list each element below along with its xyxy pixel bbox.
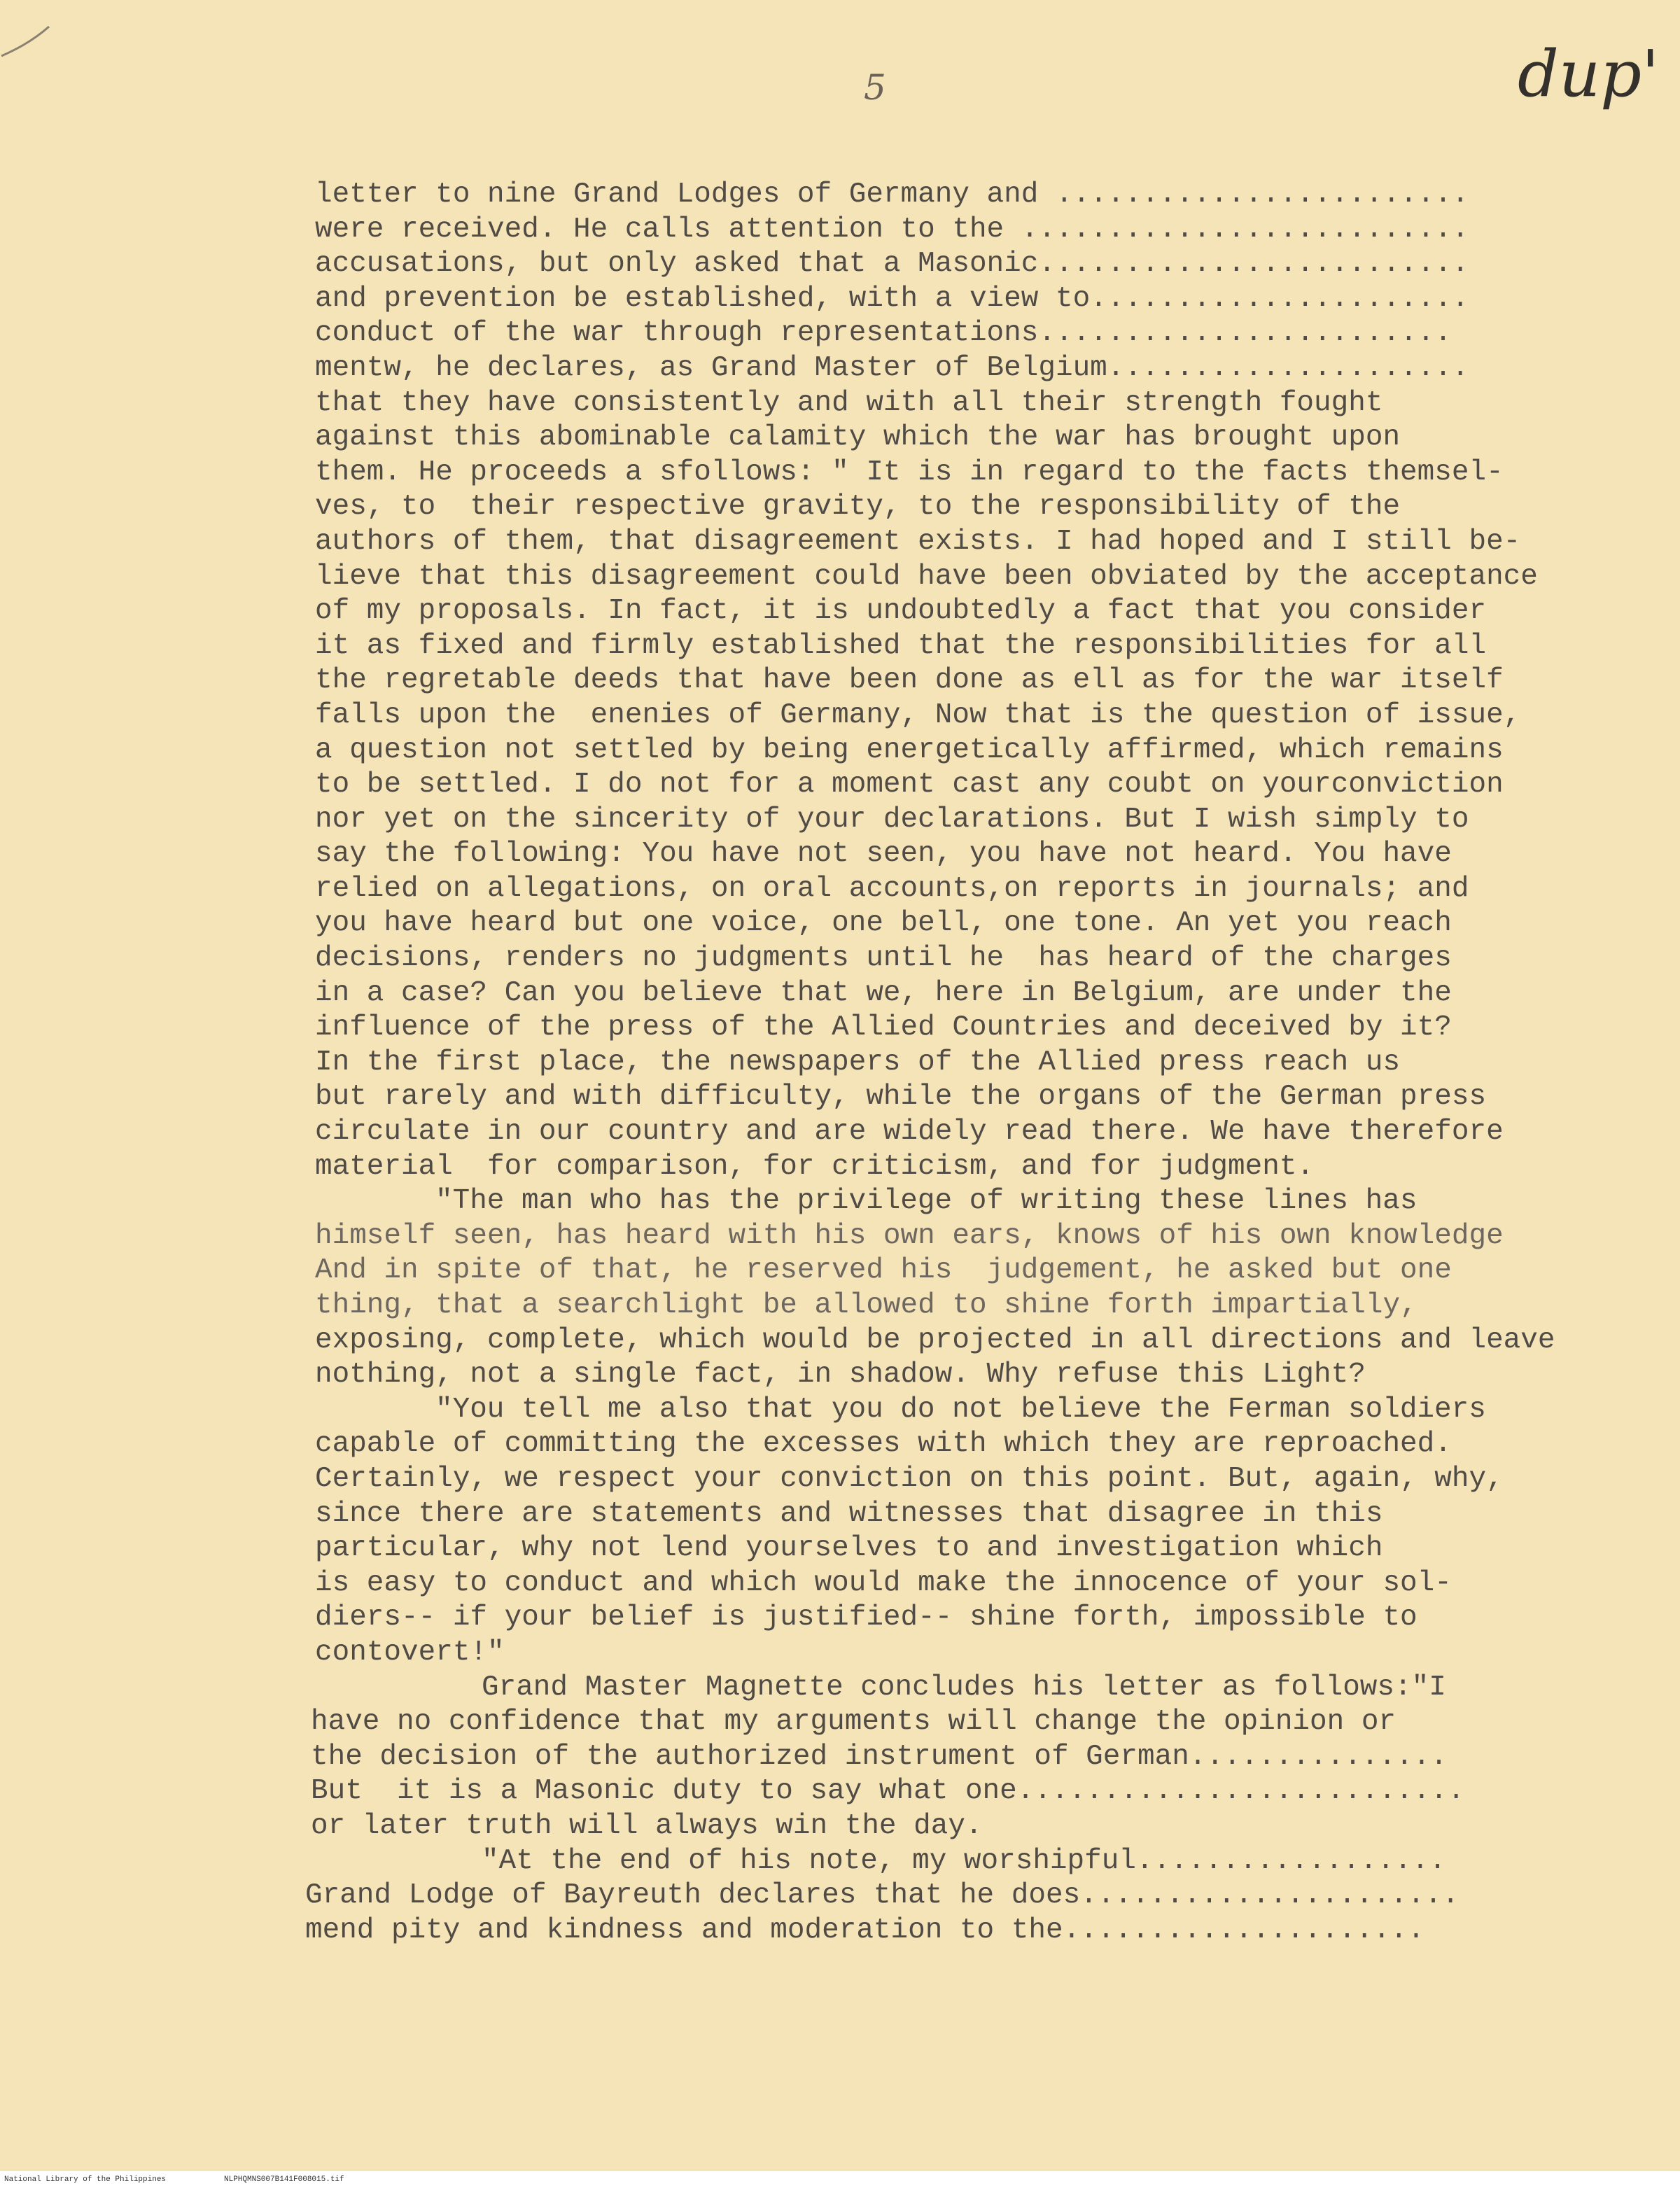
scan-footer (0, 2171, 1680, 2188)
text-line: or later truth will always win the day. (311, 1809, 983, 1842)
text-line: "You tell me also that you do not believe the Ferman soldiers (435, 1393, 1486, 1426)
text-line: capable of committing the excesses with which they are reproached. (315, 1428, 1452, 1461)
text-line: the regretable deeds that have been done as ell as for the war itself (315, 664, 1504, 697)
handwritten-annotation: dup' (1518, 36, 1660, 111)
text-line: particular, why not lend yourselves to and investigation which (315, 1532, 1383, 1565)
text-line: to be settled. I do not for a moment cast any coubt on yourconviction (315, 769, 1504, 801)
text-line: Grand Lodge of Bayreuth declares that he does...................... (305, 1879, 1460, 1912)
text-line: mend pity and kindness and moderation to the..................... (305, 1914, 1425, 1947)
text-line: have no confidence that my arguments will change the opinion or (311, 1706, 1396, 1739)
text-line: diers-- if your belief is justified-- shine forth, impossible to (315, 1601, 1418, 1634)
text-line: of my proposals. In fact, it is undoubtedly a fact that you consider (315, 595, 1487, 628)
text-line: And in spite of that, he reserved his judgement, he asked but one (315, 1254, 1452, 1287)
text-line: mentw, he declares, as Grand Master of Belgium..................... (315, 351, 1469, 384)
page-number: 5 (864, 67, 886, 108)
text-line: letter to nine Grand Lodges of Germany and ........................ (315, 178, 1469, 211)
text-line: say the following: You have not seen, you have not heard. You have (315, 838, 1452, 871)
text-line: in a case? Can you believe that we, here in Belgium, are under the (315, 976, 1452, 1009)
text-line: against this abominable calamity which the war has brought upon (315, 421, 1401, 454)
text-line: But it is a Masonic duty to say what one.......................... (311, 1775, 1465, 1808)
text-line: "The man who has the privilege of writing these lines has (435, 1185, 1418, 1218)
text-line: accusations, but only asked that a Masonic......................... (315, 248, 1469, 281)
text-line: Certainly, we respect your conviction on this point. But, again, why, (315, 1462, 1504, 1495)
text-line: exposing, complete, which would be projected in all directions and leave (315, 1324, 1555, 1356)
pencil-mark (0, 21, 63, 63)
text-line: nor yet on the sincerity of your declarations. But I wish simply to (315, 803, 1469, 836)
text-line: contovert!" (315, 1636, 505, 1669)
text-line: nothing, not a single fact, in shadow. Why refuse this Light? (315, 1359, 1366, 1391)
text-line: falls upon the enenies of Germany, Now that is the question of issue, (315, 699, 1521, 731)
text-line: lieve that this disagreement could have been obviated by the acceptance (315, 560, 1538, 593)
text-line: authors of them, that disagreement exists. I had hoped and I still be- (315, 525, 1521, 558)
text-line: a question not settled by being energetically affirmed, which remains (315, 734, 1504, 766)
text-line: them. He proceeds a sfollows: " It is in regard to the facts themsel- (315, 456, 1504, 489)
text-line: is easy to conduct and which would make the innocence of your sol- (315, 1566, 1452, 1599)
text-line: it as fixed and firmly established that the responsibilities for all (315, 629, 1487, 662)
text-line: himself seen, has heard with his own ears, knows of his own knowledge (315, 1219, 1504, 1252)
text-line: ves, to their respective gravity, to the responsibility of the (315, 491, 1401, 524)
text-line: In the first place, the newspapers of the Allied press reach us (315, 1046, 1401, 1079)
text-line: relied on allegations, on oral accounts,on reports in journals; and (315, 872, 1469, 905)
text-line: you have heard but one voice, one bell, one tone. An yet you reach (315, 907, 1452, 940)
text-line: influence of the press of the Allied Countries and deceived by it? (315, 1011, 1452, 1044)
text-line: Grand Master Magnette concludes his letter as follows:"I (482, 1671, 1446, 1704)
text-line: material for comparison, for criticism, and for judgment. (315, 1150, 1315, 1183)
text-line: thing, that a searchlight be allowed to shine forth impartially, (315, 1289, 1418, 1321)
text-line: conduct of the war through representations........................ (315, 317, 1452, 350)
text-line: "At the end of his note, my worshipful.................. (482, 1844, 1446, 1877)
text-line: were received. He calls attention to the .......................... (315, 213, 1469, 246)
letter-body (0, 178, 1680, 1948)
text-line: but rarely and with difficulty, while the organs of the German press (315, 1081, 1487, 1114)
footer-library: National Library of the Philippines (4, 2175, 167, 2184)
text-line: that they have consistently and with all their strength fought (315, 386, 1383, 419)
text-line: the decision of the authorized instrument of German............... (311, 1740, 1448, 1773)
footer-filename: NLPHQMNS007B141F008015.tif (224, 2175, 344, 2184)
text-line: since there are statements and witnesses that disagree in this (315, 1497, 1383, 1530)
text-line: circulate in our country and are widely read there. We have therefore (315, 1116, 1504, 1149)
text-line: and prevention be established, with a view to...................... (315, 282, 1469, 315)
text-line: decisions, renders no judgments until he has heard of the charges (315, 942, 1452, 975)
